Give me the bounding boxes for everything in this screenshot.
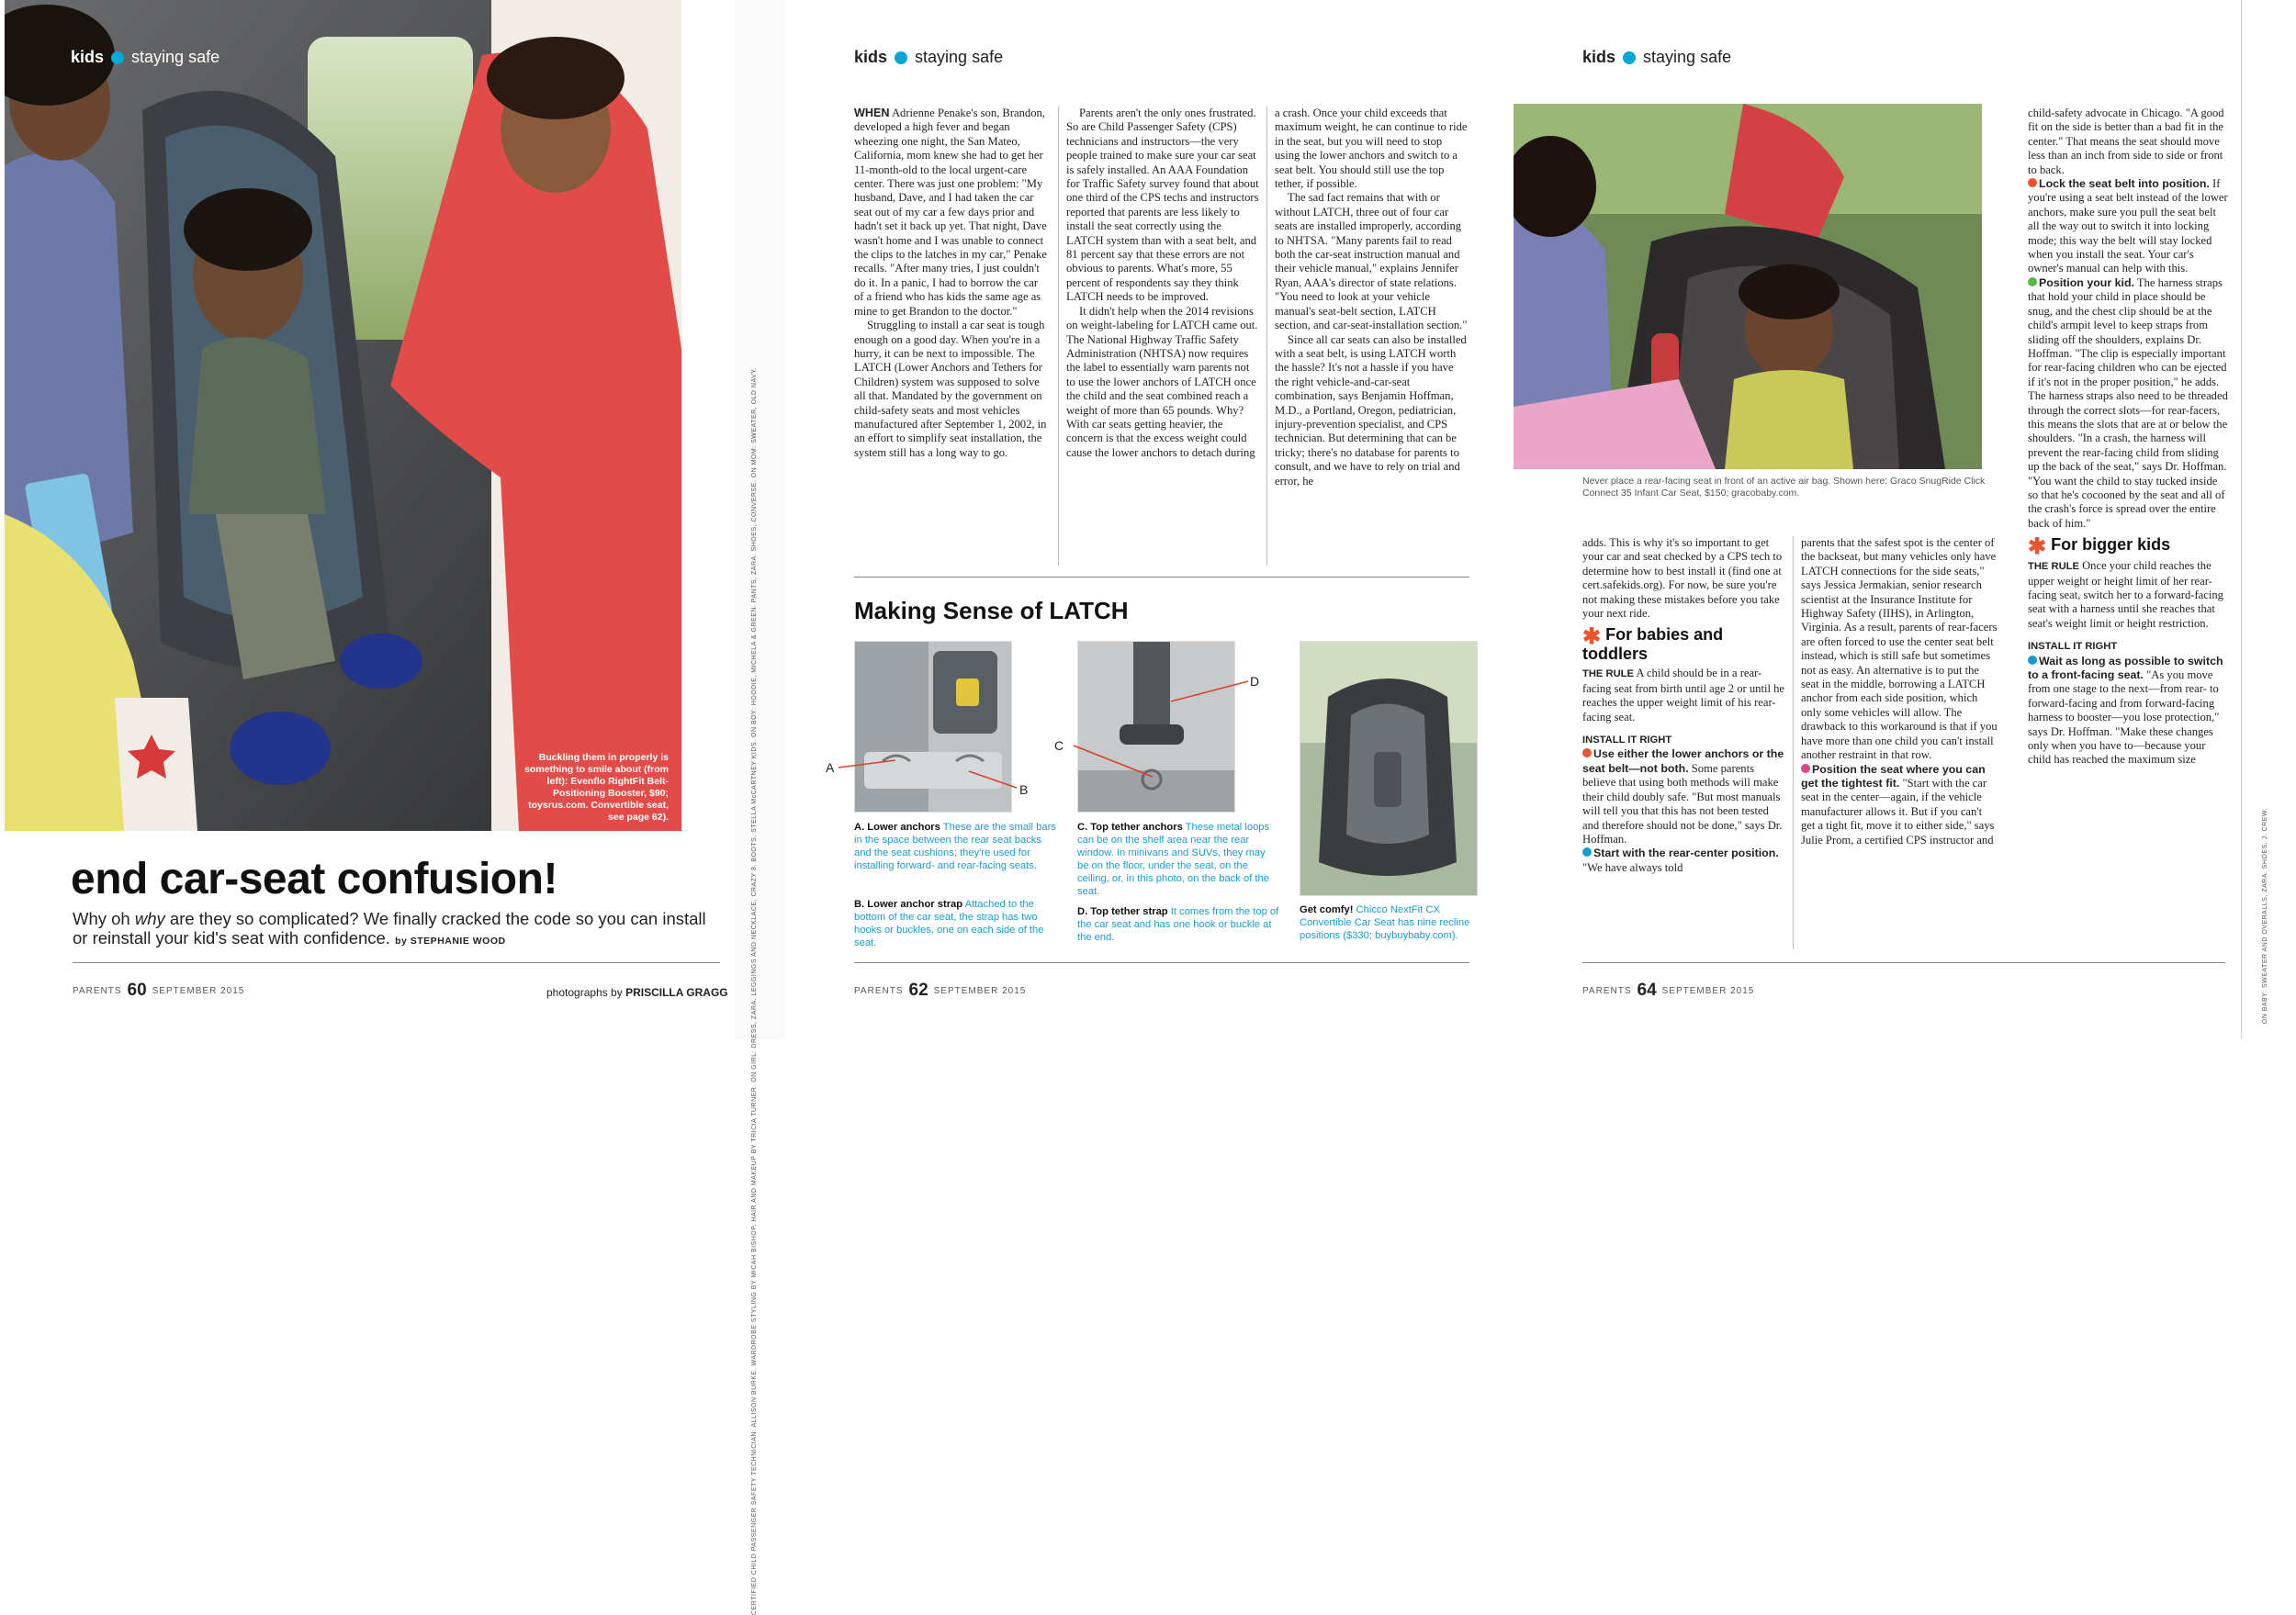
label-c: C <box>1054 738 1064 753</box>
latch-caption-a-text: These are the small bars in the space between the rear seat backs and the seat cushions; they're used for installing forward- and rear-facing seats. <box>854 822 1056 871</box>
wardrobe-credits-right: ON BABY: SWEATER AND OVERALLS, ZARA. SHOES, J. CREW. <box>2262 808 2268 1025</box>
bullet-icon <box>2028 277 2037 286</box>
section-name: staying safe <box>915 48 1004 66</box>
tip-6-text: "As you move from one stage to the next—from rear- to forward-facing and from forward-facing harness to booster—you lose protection," says Dr. Hoffman. "Make these changes only when you have to—because your child has reached the maximum size <box>2028 668 2220 767</box>
subhead-babies <box>1582 626 1784 663</box>
latch-caption-a-head: A. Lower anchors <box>854 822 940 833</box>
section-kids: kids <box>71 48 105 66</box>
latch-photo-chicco-seat <box>1300 641 1478 896</box>
paragraph: Struggling to install a car seat is tough enough on a good day. When you're in a hurry, it can be next to impossible. The LATCH (Lower Anchors and Tethers for Children) system was supposed to solve all that. Mandated by the government on child-safety seats and most vehicles manufactured after September 1, 2002, in an effort to simplify seat installation, the system still has a long way to go. <box>854 319 1047 459</box>
page-64 <box>1514 0 2242 1039</box>
latch-caption-d <box>1077 905 1279 944</box>
latch-photo-chicco-seat-illustration <box>1300 642 1477 895</box>
section-label <box>854 48 1003 67</box>
label-pointer-lines <box>822 735 1033 808</box>
article-column-1 <box>854 107 1050 460</box>
box-rule <box>854 577 1469 578</box>
headline: end car-seat confusion! <box>71 855 557 903</box>
paragraph-text: Adrienne Penake's son, Brandon, developed a high fever and began wheezing one night, the San Mateo, California, mom knew she had to get her 11-month-old to the local urgent-care center. There was just one problem: "My husband, Dave, and I had taken the car seat out of my car a few days prior and hadn't set it back up yet. That night, Dave wasn't home and I was unable to connect the clips to the latches in my car," Penake recalls. "After many tries, I just couldn't do it. In a panic, I had to borrow the car of a friend who has kids the same age as mine to get Brandon to the doctor." <box>854 107 1047 318</box>
page-62 <box>785 0 1514 1039</box>
subhead-bigger-kids <box>2028 534 2230 560</box>
tip-5-head: Position your kid. <box>2039 275 2134 289</box>
latch-caption-e-text: Chicco NextFit CX Convertible Car Seat has nine recline positions ($330; buybuybaby.com). <box>1300 904 1470 941</box>
deck <box>73 909 715 951</box>
tip-6-head: Wait as long as possible to switch to a front-facing seat. <box>2028 654 2223 682</box>
footer-rule <box>73 962 720 963</box>
article-column-2 <box>1801 536 1998 847</box>
latch-caption-d-head: D. Top tether strap <box>1077 906 1168 917</box>
article-column-2 <box>1066 107 1259 460</box>
footer-rule <box>1582 962 2225 963</box>
bullet-icon <box>2028 656 2037 665</box>
deck-text-b: are they so complicated? We finally cracked the code so you can install or reinstall your kid's seat with confidence. <box>73 909 706 948</box>
the-rule-label: THE RULE <box>1582 668 1634 680</box>
label-d: D <box>1250 674 1260 689</box>
tip-4 <box>2028 177 2230 276</box>
tip-5-text: The harness straps that hold your child in place should be snug, and the chest clip should be at the child's armpit level to keep straps from sliding off the shoulders, explains Dr. Hoffman. "The clip is especially important for rear-facing children who can be ejected if it's not in the proper position," he adds. The harness straps also need to be threaded through the correct slots—for rear-facers, this means the slots that are at or below the shoulders. "In a crash, the harness will prevent the rear-facing child from sliding up the back of the seat," says Dr. Hoffman. "You want the child to stay tucked inside so that he's cocooned by the seat and all of the crash's force is spread over the entire back of him." <box>2028 275 2228 530</box>
latch-caption-e-head: Get comfy! <box>1300 904 1354 915</box>
article-column-3 <box>1275 107 1469 488</box>
section-kids: kids <box>854 48 888 66</box>
tip-2 <box>1582 847 1784 875</box>
label-pointer-lines-2 <box>1061 670 1254 799</box>
folio-brand: PARENTS <box>1582 985 1632 996</box>
photo-credit <box>546 986 728 999</box>
bullet-icon <box>1582 748 1592 757</box>
the-rule-text: Once your child reaches the upper weight or height limit of her rear-facing seat, switch her to a forward-facing seat with a harness until she reaches that seat's weight limit or height restriction. <box>2028 559 2223 630</box>
hero-photo-illustration <box>5 0 681 831</box>
hero-photo <box>5 0 681 831</box>
column-divider <box>1266 107 1267 566</box>
subhead-bigger-kids-text: For bigger kids <box>2051 535 2171 555</box>
tip-4-text: If you're using a seat belt instead of the lower anchors, make sure you pull the seat belt all the way out to switch it into locking mode; this way the belt will stay locked when you install the seat. Your car's owner's manual can help with this. <box>2028 177 2228 275</box>
tip-5 <box>2028 276 2230 531</box>
paragraph: adds. This is why it's so important to get your car and seat checked by a CPS tech to determine how to best install it (find one at cert.safekids.org). For now, be sure you're not making these mistakes before you take your next ride. <box>1582 536 1783 621</box>
paragraph: The sad fact remains that with or without LATCH, three out of four car seats are installed improperly, according to NHTSA. "Many parents fail to read both the car-seat instruction manual and their vehicle manual," explains Jennifer Ryan, AAA's director of state relations. "You need to look at your vehicle manual's seat-belt section, LATCH section, and car-seat-installation section." <box>1275 191 1468 332</box>
tip-4-head: Lock the seat belt into position. <box>2039 177 2210 191</box>
section-label <box>71 48 219 67</box>
latch-caption-e <box>1300 903 1483 942</box>
byline: by STEPHANIE WOOD <box>395 936 506 947</box>
paragraph: child-safety advocate in Chicago. "A good fit on the side is better than a bad fit in the center." That means the seat should move less than an inch from side to side or front to back. <box>2028 107 2224 176</box>
folio <box>1582 981 1754 1001</box>
lead-word: WHEN <box>854 107 890 119</box>
section-dot-icon <box>111 51 124 64</box>
section-dot-icon <box>895 51 907 64</box>
label-b: B <box>1019 782 1029 797</box>
column-divider <box>1793 536 1794 949</box>
gutter <box>735 0 786 1615</box>
page-60 <box>5 0 736 1039</box>
deck-emphasis: why <box>134 909 165 928</box>
bullet-icon <box>2028 178 2037 187</box>
folio-page-number: 64 <box>1637 981 1657 1000</box>
latch-caption-b-text: Attached to the bottom of the car seat, the strap has two hooks or buckles, one on each side of the seat. <box>854 899 1044 948</box>
bullet-icon <box>1582 847 1592 857</box>
latch-caption-a <box>854 821 1056 872</box>
photo-credit-name: PRISCILLA GRAGG <box>625 986 728 999</box>
paragraph <box>1582 667 1784 724</box>
infant-seat-photo-illustration <box>1514 104 1982 469</box>
photo-credit-prefix: photographs by <box>546 986 623 999</box>
deck-text-a: Why oh <box>73 909 135 928</box>
latch-caption-c-text: These metal loops can be on the shelf area near the rear window. In minivans and SUVs, they may be on the floor, under the seat, on the ceiling, or, in this photo, on the back of the seat. <box>1077 822 1270 897</box>
hero-photo-caption: Buckling them in properly is something to smile about (from left): Evenflo RightFit Belt-Positioning Booster, $90; toysrus.com. Convertible seat, see page 62). <box>524 752 669 823</box>
article-column-1 <box>1582 536 1784 875</box>
latch-caption-b-head: B. Lower anchor strap <box>854 899 963 910</box>
the-rule-label: THE RULE <box>2028 561 2079 573</box>
wardrobe-credits: CERTIFIED CHILD PASSENGER SAFETY TECHNICIAN: ALLISON BURKE. WARDROBE STYLING BY MICAH BISHOP. HAIR AND MAKEUP BY TRICIA TURNER. ON GIRL: DRESS, ZARA. LEGGINGS AND NECKLACE, CRAZY 8. BOOTS, STELLA McCARTNEY KIDS. ON BOY: HOODIE, MICHELA & GREEN. PANTS, ZARA. SHOES, CONVERSE. ON MOM: SWEATER, OLD NAVY. <box>751 367 758 1615</box>
tip-2-text: "We have always told <box>1582 860 1683 874</box>
folio <box>854 981 1026 1001</box>
section-kids: kids <box>1582 48 1616 66</box>
column-divider <box>1058 107 1059 566</box>
the-rule-text: A child should be in a rear-facing seat from birth until age 2 or until he reaches the upper weight limit of his rear-facing seat. <box>1582 667 1784 723</box>
latch-caption-c <box>1077 821 1279 898</box>
asterisk-icon: ✱ <box>1582 624 1602 650</box>
subhead-babies-text: For babies and toddlers <box>1582 625 1724 664</box>
latch-caption-b <box>854 898 1056 949</box>
paragraph: It didn't help when the 2014 revisions on weight-labeling for LATCH came out. The National Highway Traffic Safety Administration (NHTSA) now requires the label to essentially warn parents not to use the lower anchors of LATCH once the child and the seat combined reach a weight of more than 65 pounds. Why? With car seats getting heavier, the concern is that the excess weight could cause the lower anchors to detach during <box>1066 304 1258 459</box>
folio-date: SEPTEMBER 2015 <box>933 985 1027 996</box>
tip-1-head: Use either the lower anchors or the seat belt—not both. <box>1582 747 1784 775</box>
latch-box-title: Making Sense of LATCH <box>854 597 1129 624</box>
folio-date: SEPTEMBER 2015 <box>1661 985 1755 996</box>
asterisk-icon: ✱ <box>2028 534 2047 560</box>
latch-caption-c-head: C. Top tether anchors <box>1077 822 1183 833</box>
footer-rule <box>854 962 1469 963</box>
tip-1-text: Some parents believe that using both methods will make their child doubly safe. "But most manuals will tell you that this has not been tested and therefore should not be done," says Dr. Hoffman. <box>1582 761 1783 846</box>
paragraph: Parents aren't the only ones frustrated. So are Child Passenger Safety (CPS) technicians and instructors—the very people trained to make sure your car seat is safely installed. An AAA Foundation for Traffic Safety survey found that about one third of the CPS techs and instructors reported that parents are less likely to install the seat correctly using the LATCH system than with a seat belt, and 81 percent say that these errors are not obvious to parents. What's more, 55 percent of respondents say they think LATCH needs to be improved. <box>1066 107 1259 304</box>
tip-2-head: Start with the rear-center position. <box>1593 847 1779 860</box>
install-it-right-label: INSTALL IT RIGHT <box>2028 641 2118 653</box>
paragraph: Since all car seats can also be installed with a seat belt, is using LATCH worth the hassle? It's not a hassle if you have the right vehicle-and-car-seat combination, says Benjamin Hoffman, M.D., a Portland, Oregon, pediatrician, injury-prevention specialist, and CPS technician. But determining that can be tricky; there's no database for parents to consult, and we have to rely on trial and error, he <box>1275 332 1467 488</box>
folio-page-number: 62 <box>908 981 929 1000</box>
folio <box>73 981 244 1001</box>
paragraph: a crash. Once your child exceeds that maximum weight, he can continue to ride in the seat, but you will need to stop using the lower anchors and switch to a seat belt. You should still use the top tether, if possible. <box>1275 107 1468 191</box>
tip-6 <box>2028 655 2230 768</box>
latch-caption-d-text: It comes from the top of the car seat and has one hook or buckle at the end. <box>1077 906 1279 943</box>
tip-3-text: "Start with the car seat in the center—again, if the vehicle manufacturer allows it. But if you can't get a tight fit, move it to either side," says Julie Prom, a certified CPS instructor and <box>1801 776 1995 847</box>
folio-page-number: 60 <box>127 981 147 1000</box>
section-name: staying safe <box>1643 48 1732 66</box>
folio-brand: PARENTS <box>854 985 904 996</box>
tip-1 <box>1582 747 1784 847</box>
infant-seat-photo <box>1514 104 1982 469</box>
section-dot-icon <box>1623 51 1636 64</box>
tip-3 <box>1801 763 1998 847</box>
folio-date: SEPTEMBER 2015 <box>152 985 245 996</box>
folio-brand: PARENTS <box>73 985 122 996</box>
article-column-3 <box>2028 107 2230 768</box>
install-it-right-label: INSTALL IT RIGHT <box>1582 735 1672 746</box>
paragraph: parents that the safest spot is the center of the backseat, but many vehicles only have LATCH connections for the side seats," says Jessica Jermakian, senior research scientist at the Insurance Institute for Highway Safety (IIHS), in Arlington, Virginia. As a result, parents of rear-facers are often forced to use the center seat belt instead, which is still safe but sometimes not as easy. An alternative is to put the seat in the middle, borrowing a LATCH anchor from each side position, which only some vehicles will allow. The drawback to this workaround is that if you have more than one child you can't install another restraint in that row. <box>1801 536 1998 762</box>
section-name: staying safe <box>131 48 220 66</box>
paragraph <box>854 107 1050 319</box>
infant-seat-caption: Never place a rear-facing seat in front of an active air bag. Shown here: Graco SnugRide Click Connect 35 Infant Car Seat, $150; gracobaby.com. <box>1582 476 1986 499</box>
section-label <box>1582 48 1731 67</box>
label-a: A <box>826 760 835 775</box>
bullet-icon <box>1801 764 1810 773</box>
tip-3-head: Position the seat where you can get the tightest fit. <box>1801 762 1986 790</box>
paragraph <box>2028 559 2230 631</box>
